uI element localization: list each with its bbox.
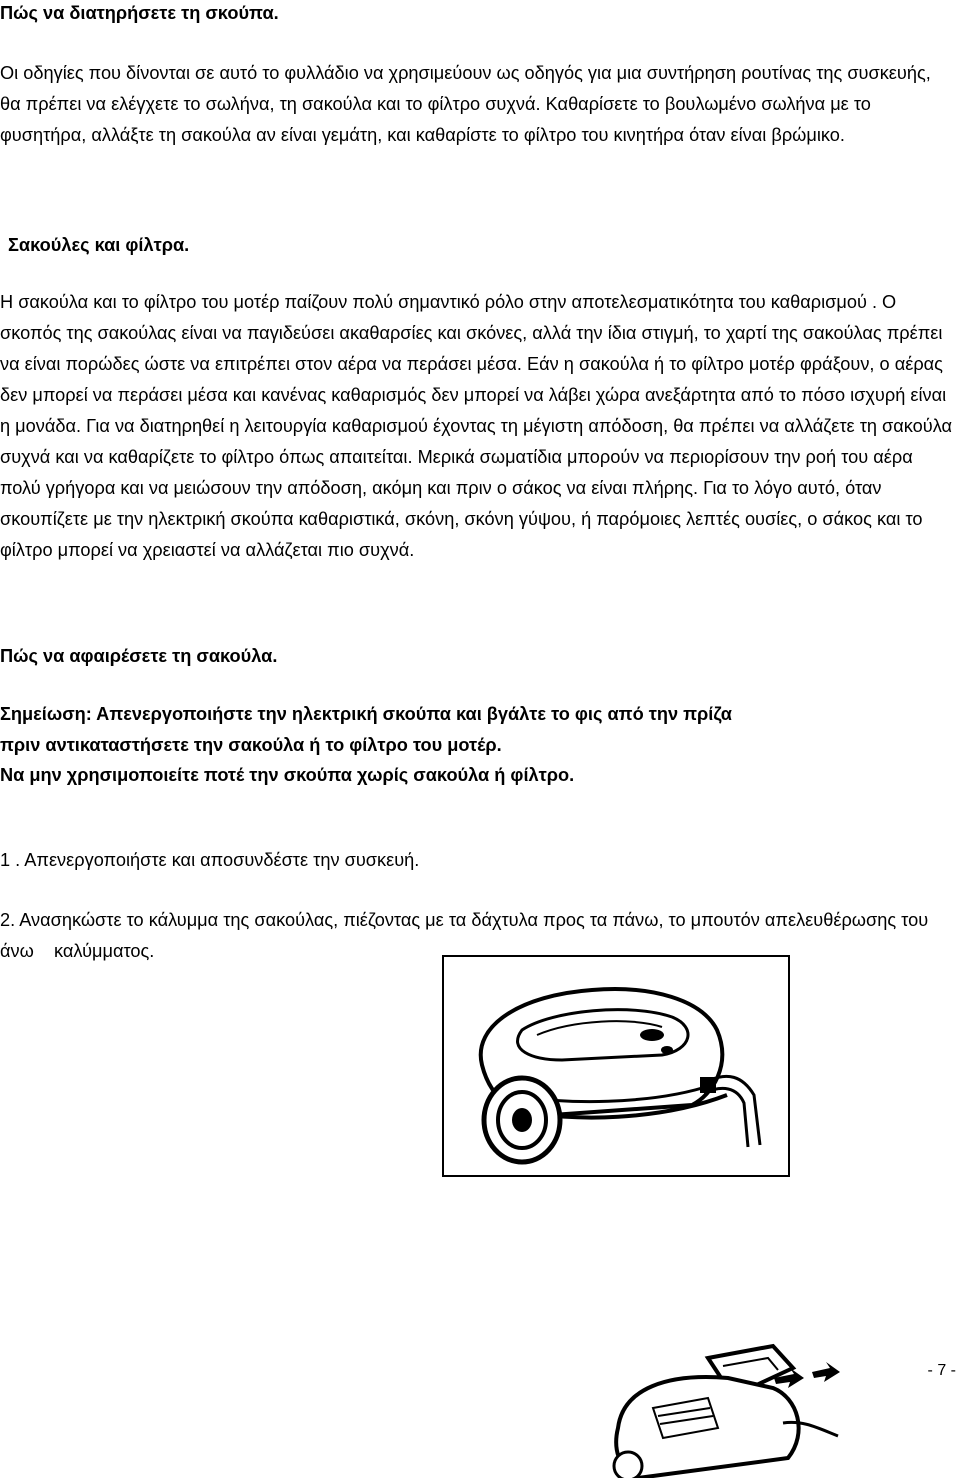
heading-bags-filters: Σακούλες και φίλτρα. xyxy=(8,235,190,255)
paragraph-bags-filters: Η σακούλα και το φίλτρο του μοτέρ παίζουν πολύ σημαντικό ρόλο στην αποτελεσματικότητα του καθαρισμού . Ο σκοπός της σακούλας είναι να παγιδεύσει ακαθαρσίες και σκόνες, αλλά την ίδια στιγμή, το χαρτί της σακούλας πρέπει να είναι πορώδες ώστε να επιτρέπει στον αέρα να περάσει μέσα. Εάν η σακούλα ή το φίλτρο μοτέρ φράξουν, ο αέρας δεν μπορεί να περάσει μέσα και κανένας καθαρισμός δεν μπορεί να λάβει χώρα ανεξάρτητα από το πόσο ισχυρή είναι η μονάδα. Για να διατηρηθεί η λειτουργία καθαρισμού έχοντας τη μέγιστη απόδοση, θα πρέπει να αλλάζετε τη σακούλα συχνά και να καθαρίζετε το φίλτρο όπως απαιτείται. Μερικά σωματίδια μπορούν να περιορίσουν την ροή του αέρα πολύ γρήγορα και να μειώσουν την απόδοση, ακόμη και πριν ο σάκος να είναι πλήρης. Για το λόγο αυτό, όταν σκουπίζετε με την ηλεκτρική σκούπα καθαριστικά, σκόνη, σκόνη γύψου, ή παρόμοιες λεπτές ουσίες, ο σάκος και το φίλτρο μπορεί να χρειαστεί να αλλάζεται πιο συχνά. xyxy=(0,292,953,560)
step-1: 1 . Απενεργοποιήστε και αποσυνδέστε την συσκευή. xyxy=(0,850,420,870)
vacuum-cleaner-illustration xyxy=(442,955,790,1177)
heading-remove-bag: Πώς να αφαιρέσετε τη σακούλα. xyxy=(0,646,278,666)
open-lid-illustration xyxy=(598,1338,910,1478)
heading-maintain: Πώς να διατηρήσετε τη σκούπα. xyxy=(0,3,279,23)
step-2: 2. Ανασηκώστε το κάλυμμα της σακούλας, πιέζοντας με τα δάχτυλα προς τα πάνω, το μπουτόν απελευθέρωσης του άνω καλύμματος. xyxy=(0,910,934,961)
page-number: - 7 - xyxy=(927,1362,956,1379)
note-line-2: πριν αντικαταστήσετε την σακούλα ή το φίλτρο του μοτέρ. xyxy=(0,735,502,755)
note-line-3: Να μην χρησιμοποιείτε ποτέ την σκούπα χωρίς σακούλα ή φίλτρο. xyxy=(0,765,575,785)
note-line-1: Σημείωση: Απενεργοποιήστε την ηλεκτρική σκούπα και βγάλτε το φις από την πρίζα xyxy=(0,704,732,724)
paragraph-maintain: Οι οδηγίες που δίνονται σε αυτό το φυλλάδιο να χρησιμεύουν ως οδηγός για μια συντήρηση ρουτίνας της συσκευής, θα πρέπει να ελέγχετε το σωλήνα, τη σακούλα και το φίλτρο συχνά. Καθαρίσετε το βουλωμένο σωλήνα με το φυσητήρα, αλλάξτε τη σακούλα αν είναι γεμάτη, και καθαρίστε το φίλτρο του κινητήρα όταν είναι βρώμικο. xyxy=(0,63,931,145)
